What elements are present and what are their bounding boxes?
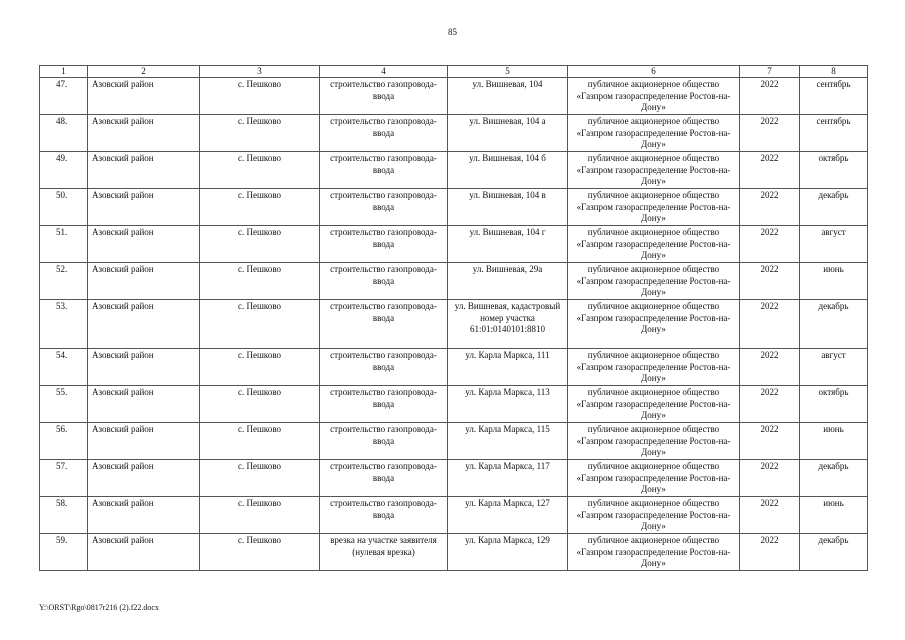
column-header: 1 [40, 66, 88, 78]
operator-cell: публичное акционерное общество «Газпром газораспределение Ростов-на-Дону» [568, 349, 740, 386]
month-cell: август [800, 226, 868, 263]
month-cell: декабрь [800, 189, 868, 226]
month-cell: декабрь [800, 460, 868, 497]
year-cell: 2022 [740, 152, 800, 189]
year-cell: 2022 [740, 386, 800, 423]
address-cell: ул. Вишневая, 104 [448, 78, 568, 115]
work-type-cell: врезка на участке заявителя (нулевая врезка) [320, 534, 448, 571]
settlement-cell: с. Пешково [200, 534, 320, 571]
work-type-cell: строительство газопровода-ввода [320, 115, 448, 152]
operator-cell: публичное акционерное общество «Газпром газораспределение Ростов-на-Дону» [568, 460, 740, 497]
district-cell: Азовский район [88, 423, 200, 460]
operator-cell: публичное акционерное общество «Газпром газораспределение Ростов-на-Дону» [568, 534, 740, 571]
table-row [40, 189, 868, 226]
operator-cell: публичное акционерное общество «Газпром газораспределение Ростов-на-Дону» [568, 78, 740, 115]
column-header: 4 [320, 66, 448, 78]
month-cell: июнь [800, 263, 868, 300]
page-number: 85 [448, 27, 457, 37]
footer-file-path: Y:\ORST\Rgo\0817r216 (2).f22.docx [39, 603, 159, 612]
settlement-cell: с. Пешково [200, 263, 320, 300]
district-cell: Азовский район [88, 386, 200, 423]
work-type-cell: строительство газопровода-ввода [320, 386, 448, 423]
row-number: 59. [40, 534, 88, 571]
district-cell: Азовский район [88, 226, 200, 263]
row-number: 51. [40, 226, 88, 263]
column-header: 3 [200, 66, 320, 78]
work-type-cell: строительство газопровода-ввода [320, 423, 448, 460]
column-header: 7 [740, 66, 800, 78]
table-row [40, 300, 868, 349]
district-cell: Азовский район [88, 497, 200, 534]
year-cell: 2022 [740, 423, 800, 460]
month-cell: октябрь [800, 152, 868, 189]
table-row [40, 386, 868, 423]
work-type-cell: строительство газопровода-ввода [320, 300, 448, 349]
row-number: 52. [40, 263, 88, 300]
row-number: 57. [40, 460, 88, 497]
operator-cell: публичное акционерное общество «Газпром газораспределение Ростов-на-Дону» [568, 152, 740, 189]
settlement-cell: с. Пешково [200, 300, 320, 349]
operator-cell: публичное акционерное общество «Газпром газораспределение Ростов-на-Дону» [568, 115, 740, 152]
table-row [40, 534, 868, 571]
district-cell: Азовский район [88, 152, 200, 189]
column-header: 2 [88, 66, 200, 78]
address-cell: ул. Вишневая, 29а [448, 263, 568, 300]
address-cell: ул. Карла Маркса, 111 [448, 349, 568, 386]
operator-cell: публичное акционерное общество «Газпром газораспределение Ростов-на-Дону» [568, 423, 740, 460]
column-header: 5 [448, 66, 568, 78]
year-cell: 2022 [740, 460, 800, 497]
row-number: 55. [40, 386, 88, 423]
address-cell: ул. Вишневая, 104 а [448, 115, 568, 152]
work-type-cell: строительство газопровода-ввода [320, 460, 448, 497]
month-cell: октябрь [800, 386, 868, 423]
operator-cell: публичное акционерное общество «Газпром газораспределение Ростов-на-Дону» [568, 497, 740, 534]
district-cell: Азовский район [88, 349, 200, 386]
work-type-cell: строительство газопровода-ввода [320, 226, 448, 263]
settlement-cell: с. Пешково [200, 386, 320, 423]
year-cell: 2022 [740, 78, 800, 115]
operator-cell: публичное акционерное общество «Газпром газораспределение Ростов-на-Дону» [568, 189, 740, 226]
work-type-cell: строительство газопровода-ввода [320, 263, 448, 300]
work-type-cell: строительство газопровода-ввода [320, 152, 448, 189]
operator-cell: публичное акционерное общество «Газпром газораспределение Ростов-на-Дону» [568, 300, 740, 349]
settlement-cell: с. Пешково [200, 460, 320, 497]
year-cell: 2022 [740, 497, 800, 534]
address-cell: ул. Карла Маркса, 115 [448, 423, 568, 460]
year-cell: 2022 [740, 300, 800, 349]
year-cell: 2022 [740, 189, 800, 226]
settlement-cell: с. Пешково [200, 115, 320, 152]
month-cell: сентябрь [800, 78, 868, 115]
year-cell: 2022 [740, 115, 800, 152]
address-cell: ул. Вишневая, 104 в [448, 189, 568, 226]
row-number: 56. [40, 423, 88, 460]
work-type-cell: строительство газопровода-ввода [320, 497, 448, 534]
address-cell: ул. Вишневая, кадастровый номер участка 61:01:0140101:8810 [448, 300, 568, 349]
month-cell: июнь [800, 497, 868, 534]
address-cell: ул. Карла Маркса, 127 [448, 497, 568, 534]
table-row [40, 152, 868, 189]
address-cell: ул. Карла Маркса, 117 [448, 460, 568, 497]
work-type-cell: строительство газопровода-ввода [320, 349, 448, 386]
table-header-row [40, 66, 868, 78]
work-type-cell: строительство газопровода-ввода [320, 189, 448, 226]
year-cell: 2022 [740, 263, 800, 300]
month-cell: декабрь [800, 534, 868, 571]
work-type-cell: строительство газопровода-ввода [320, 78, 448, 115]
district-cell: Азовский район [88, 115, 200, 152]
district-cell: Азовский район [88, 534, 200, 571]
table-row [40, 497, 868, 534]
district-cell: Азовский район [88, 300, 200, 349]
year-cell: 2022 [740, 349, 800, 386]
district-cell: Азовский район [88, 78, 200, 115]
address-cell: ул. Вишневая, 104 б [448, 152, 568, 189]
row-number: 48. [40, 115, 88, 152]
address-cell: ул. Карла Маркса, 113 [448, 386, 568, 423]
month-cell: июнь [800, 423, 868, 460]
district-cell: Азовский район [88, 460, 200, 497]
table-row [40, 115, 868, 152]
district-cell: Азовский район [88, 189, 200, 226]
settlement-cell: с. Пешково [200, 497, 320, 534]
table-row [40, 226, 868, 263]
gas-connection-table [39, 65, 868, 571]
row-number: 47. [40, 78, 88, 115]
settlement-cell: с. Пешково [200, 78, 320, 115]
row-number: 54. [40, 349, 88, 386]
month-cell: декабрь [800, 300, 868, 349]
settlement-cell: с. Пешково [200, 226, 320, 263]
row-number: 50. [40, 189, 88, 226]
table-row [40, 423, 868, 460]
settlement-cell: с. Пешково [200, 349, 320, 386]
month-cell: сентябрь [800, 115, 868, 152]
table-row [40, 263, 868, 300]
address-cell: ул. Вишневая, 104 г [448, 226, 568, 263]
district-cell: Азовский район [88, 263, 200, 300]
year-cell: 2022 [740, 226, 800, 263]
operator-cell: публичное акционерное общество «Газпром газораспределение Ростов-на-Дону» [568, 386, 740, 423]
table-row [40, 78, 868, 115]
year-cell: 2022 [740, 534, 800, 571]
address-cell: ул. Карла Маркса, 129 [448, 534, 568, 571]
operator-cell: публичное акционерное общество «Газпром газораспределение Ростов-на-Дону» [568, 263, 740, 300]
month-cell: август [800, 349, 868, 386]
settlement-cell: с. Пешково [200, 189, 320, 226]
column-header: 6 [568, 66, 740, 78]
row-number: 53. [40, 300, 88, 349]
row-number: 58. [40, 497, 88, 534]
table-row [40, 349, 868, 386]
table-row [40, 460, 868, 497]
settlement-cell: с. Пешково [200, 423, 320, 460]
row-number: 49. [40, 152, 88, 189]
operator-cell: публичное акционерное общество «Газпром газораспределение Ростов-на-Дону» [568, 226, 740, 263]
settlement-cell: с. Пешково [200, 152, 320, 189]
column-header: 8 [800, 66, 868, 78]
